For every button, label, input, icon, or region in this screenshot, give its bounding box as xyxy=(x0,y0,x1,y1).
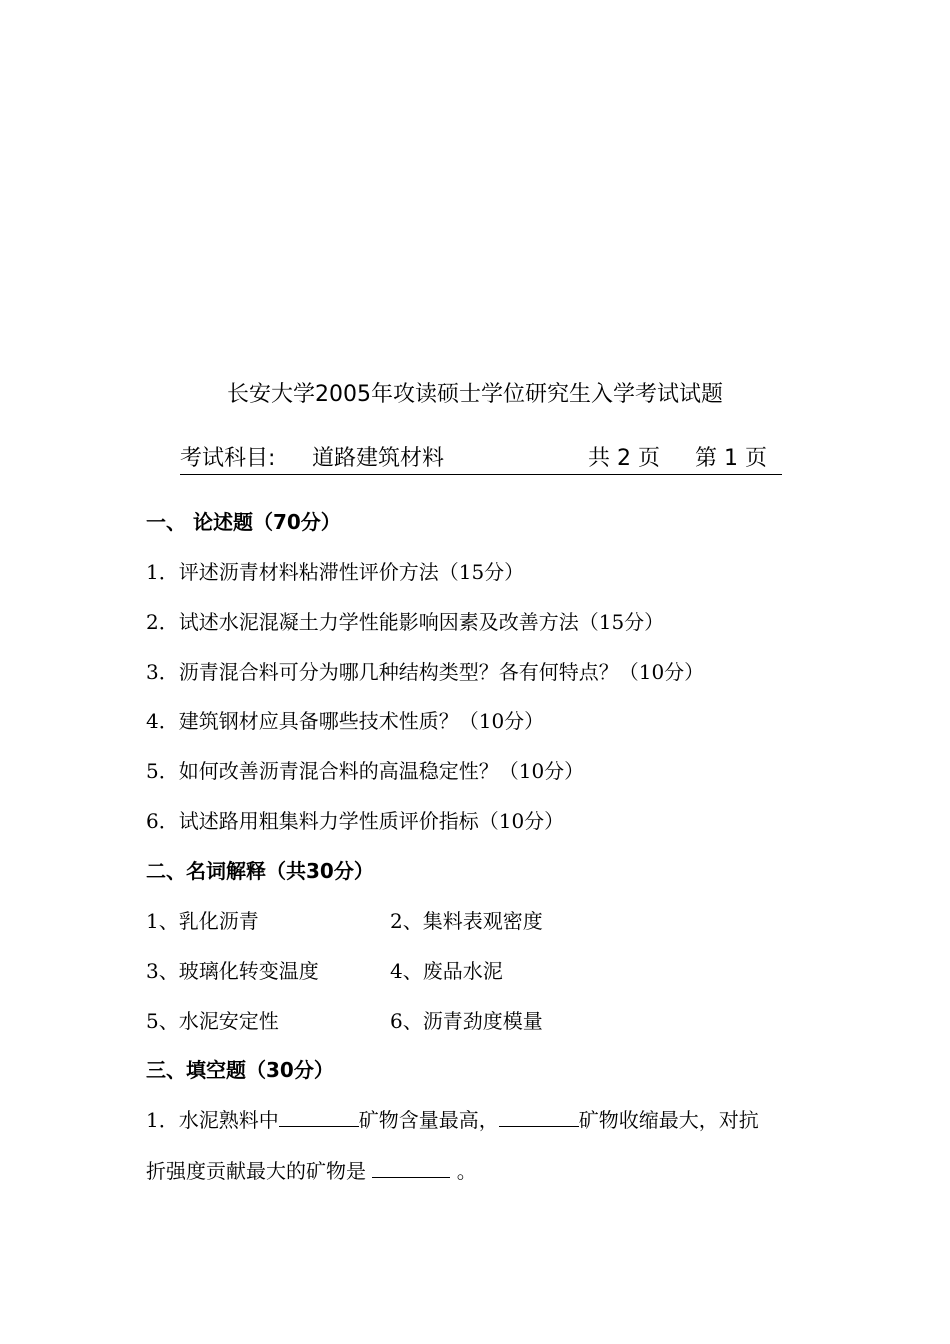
q1-text-b: 矿物含量最高， xyxy=(358,1108,499,1132)
q1-text-e: 。 xyxy=(450,1159,477,1183)
total-pages: 共 2 页 xyxy=(588,446,660,471)
exam-title: 长安大学2005年攻读硕士学位研究生入学考试试题 xyxy=(227,382,723,407)
section-2-heading: 二、名词解释（共30分） xyxy=(146,859,374,883)
section-3-heading: 三、填空题（30分） xyxy=(146,1058,334,1082)
term-1: 1、乳化沥青 xyxy=(146,909,259,933)
subject-name: 道路建筑材料 xyxy=(312,446,445,471)
term-3: 3、玻璃化转变温度 xyxy=(146,959,319,983)
q1-blank-1 xyxy=(279,1106,359,1127)
q1-blank-3 xyxy=(372,1157,450,1178)
q1-text-d: 折强度贡献最大的矿物是 xyxy=(146,1159,373,1183)
page-number: 第 1 页 xyxy=(695,446,767,471)
section-1-item-2: 2．试述水泥混凝土力学性能影响因素及改善方法（15分） xyxy=(146,610,665,634)
section-1-item-4: 4．建筑钢材应具备哪些技术性质？（10分） xyxy=(146,709,545,733)
fill-question-1-line-1 xyxy=(146,1105,759,1135)
subject-line xyxy=(180,444,782,475)
section-1-item-5: 5．如何改善沥青混合料的高温稳定性？（10分） xyxy=(146,759,585,783)
term-4: 4、废品水泥 xyxy=(390,959,503,983)
q1-blank-2 xyxy=(499,1106,579,1127)
subject-label: 考试科目: xyxy=(180,446,276,471)
section-1-item-1: 1．评述沥青材料粘滞性评价方法（15分） xyxy=(146,560,525,584)
q1-text-a: 1．水泥熟料中 xyxy=(146,1108,279,1132)
term-5: 5、水泥安定性 xyxy=(146,1009,279,1033)
section-1-heading: 一、 论述题（70分） xyxy=(146,510,341,534)
section-1-item-3: 3．沥青混合料可分为哪几种结构类型？各有何特点？（10分） xyxy=(146,660,705,684)
fill-question-1-line-2 xyxy=(146,1156,477,1186)
q1-text-c: 矿物收缩最大，对抗 xyxy=(578,1108,759,1132)
section-1-item-6: 6．试述路用粗集料力学性质评价指标（10分） xyxy=(146,809,565,833)
term-2: 2、集料表观密度 xyxy=(390,909,543,933)
term-6: 6、沥青劲度模量 xyxy=(390,1009,543,1033)
